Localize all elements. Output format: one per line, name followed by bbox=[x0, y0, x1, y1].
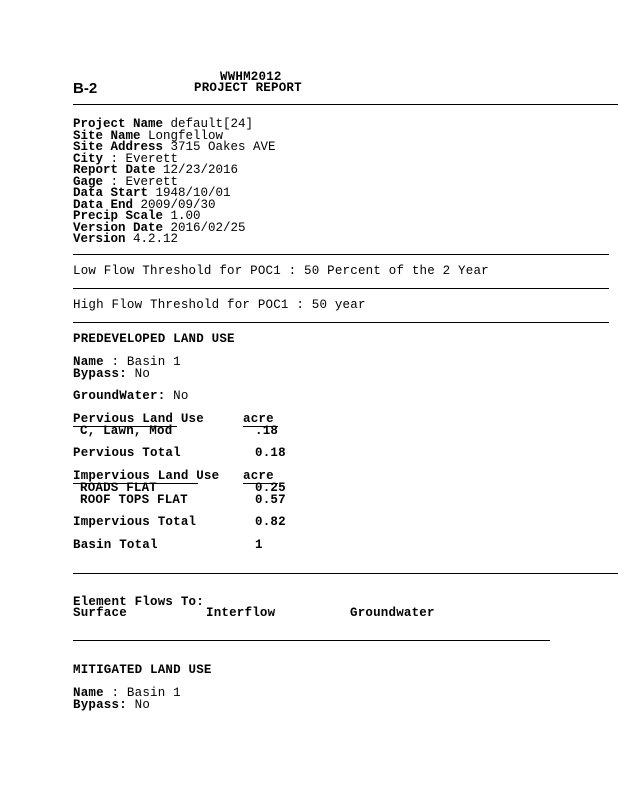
project-info-value: 2009/09/30 bbox=[140, 197, 216, 212]
flow-interflow: Interflow bbox=[206, 606, 276, 620]
name-value: : Basin 1 bbox=[111, 686, 181, 700]
project-info-key: Version Date bbox=[73, 220, 164, 235]
report-title: PROJECT REPORT bbox=[194, 81, 302, 95]
project-info-value: 3715 Oakes AVE bbox=[170, 140, 276, 154]
impervious-total-label: Impervious Total bbox=[73, 515, 197, 529]
land-use-acre: 0.57 bbox=[255, 492, 286, 507]
divider bbox=[73, 104, 618, 105]
project-info-key: Version bbox=[73, 232, 126, 246]
divider bbox=[73, 254, 609, 255]
high-flow-threshold: High Flow Threshold for POC1 : 50 year bbox=[73, 298, 366, 312]
project-info-key: Precip Scale bbox=[73, 209, 164, 223]
flow-groundwater: Groundwater bbox=[350, 606, 435, 620]
project-info-key: Project Name bbox=[73, 117, 164, 131]
name-value: : Basin 1 bbox=[111, 355, 181, 369]
project-info-key: Data Start bbox=[73, 186, 149, 200]
project-info-row bbox=[73, 232, 178, 246]
divider bbox=[73, 288, 609, 289]
project-info-value: 12/23/2016 bbox=[163, 163, 239, 177]
groundwater-label: GroundWater: bbox=[73, 389, 166, 403]
project-info-value: : Everett bbox=[110, 174, 179, 189]
impervious-total-value: 0.82 bbox=[255, 515, 286, 529]
groundwater-value: No bbox=[173, 389, 189, 403]
predeveloped-title: PREDEVELOPED LAND USE bbox=[73, 332, 235, 346]
basin-total-label: Basin Total bbox=[73, 538, 158, 552]
basin-total-value: 1 bbox=[255, 538, 263, 552]
land-use-name: C, Lawn, Mod bbox=[80, 424, 173, 438]
low-flow-threshold: Low Flow Threshold for POC1 : 50 Percent of the 2 Year bbox=[73, 264, 489, 278]
divider bbox=[73, 640, 550, 641]
project-info-key: Site Address bbox=[73, 140, 164, 154]
predeveloped-bypass-row bbox=[73, 368, 150, 381]
land-use-acre: 0.25 bbox=[255, 481, 286, 495]
groundwater-row bbox=[73, 390, 189, 403]
project-info-key: Gage bbox=[73, 174, 104, 189]
program-name: WWHM2012 bbox=[220, 70, 282, 84]
bypass-value: No bbox=[134, 367, 151, 381]
project-info-value: 4.2.12 bbox=[133, 232, 179, 246]
flow-surface: Surface bbox=[73, 606, 127, 620]
land-use-name: ROADS FLAT bbox=[80, 481, 158, 495]
element-flows-title: Element Flows To: bbox=[73, 595, 204, 609]
impervious-header: Impervious Land Use bbox=[73, 469, 220, 483]
mitigated-title: MITIGATED LAND USE bbox=[73, 663, 212, 677]
project-info-value: : Everett bbox=[110, 151, 179, 166]
bypass-value: No bbox=[134, 698, 151, 712]
impervious-acre-header: acre bbox=[243, 469, 274, 483]
divider bbox=[73, 322, 609, 323]
project-info-value: default[24] bbox=[170, 117, 254, 131]
name-label: Name bbox=[73, 686, 104, 700]
divider bbox=[73, 573, 618, 574]
project-info-key: Data End bbox=[73, 197, 134, 212]
project-info-value: 2016/02/25 bbox=[170, 220, 246, 235]
land-use-acre: .18 bbox=[255, 424, 279, 438]
bypass-label: Bypass: bbox=[73, 367, 127, 381]
mitigated-bypass-row bbox=[73, 699, 150, 712]
bypass-label: Bypass: bbox=[73, 698, 127, 712]
project-info-value: Longfellow bbox=[148, 128, 224, 143]
project-info-value: 1.00 bbox=[170, 209, 201, 223]
pervious-acre-header: acre bbox=[243, 412, 274, 426]
pervious-header: Pervious Land Use bbox=[73, 412, 204, 426]
pervious-total-label: Pervious Total bbox=[73, 446, 181, 460]
project-info-value: 1948/10/01 bbox=[155, 186, 231, 200]
pervious-total-value: 0.18 bbox=[255, 446, 286, 460]
project-info-key: Report Date bbox=[73, 163, 156, 177]
project-info-key: Site Name bbox=[73, 128, 141, 143]
project-info-key: City bbox=[73, 151, 104, 166]
land-use-name: ROOF TOPS FLAT bbox=[80, 492, 188, 507]
page-label: B-2 bbox=[73, 80, 98, 97]
name-label: Name bbox=[73, 355, 104, 369]
